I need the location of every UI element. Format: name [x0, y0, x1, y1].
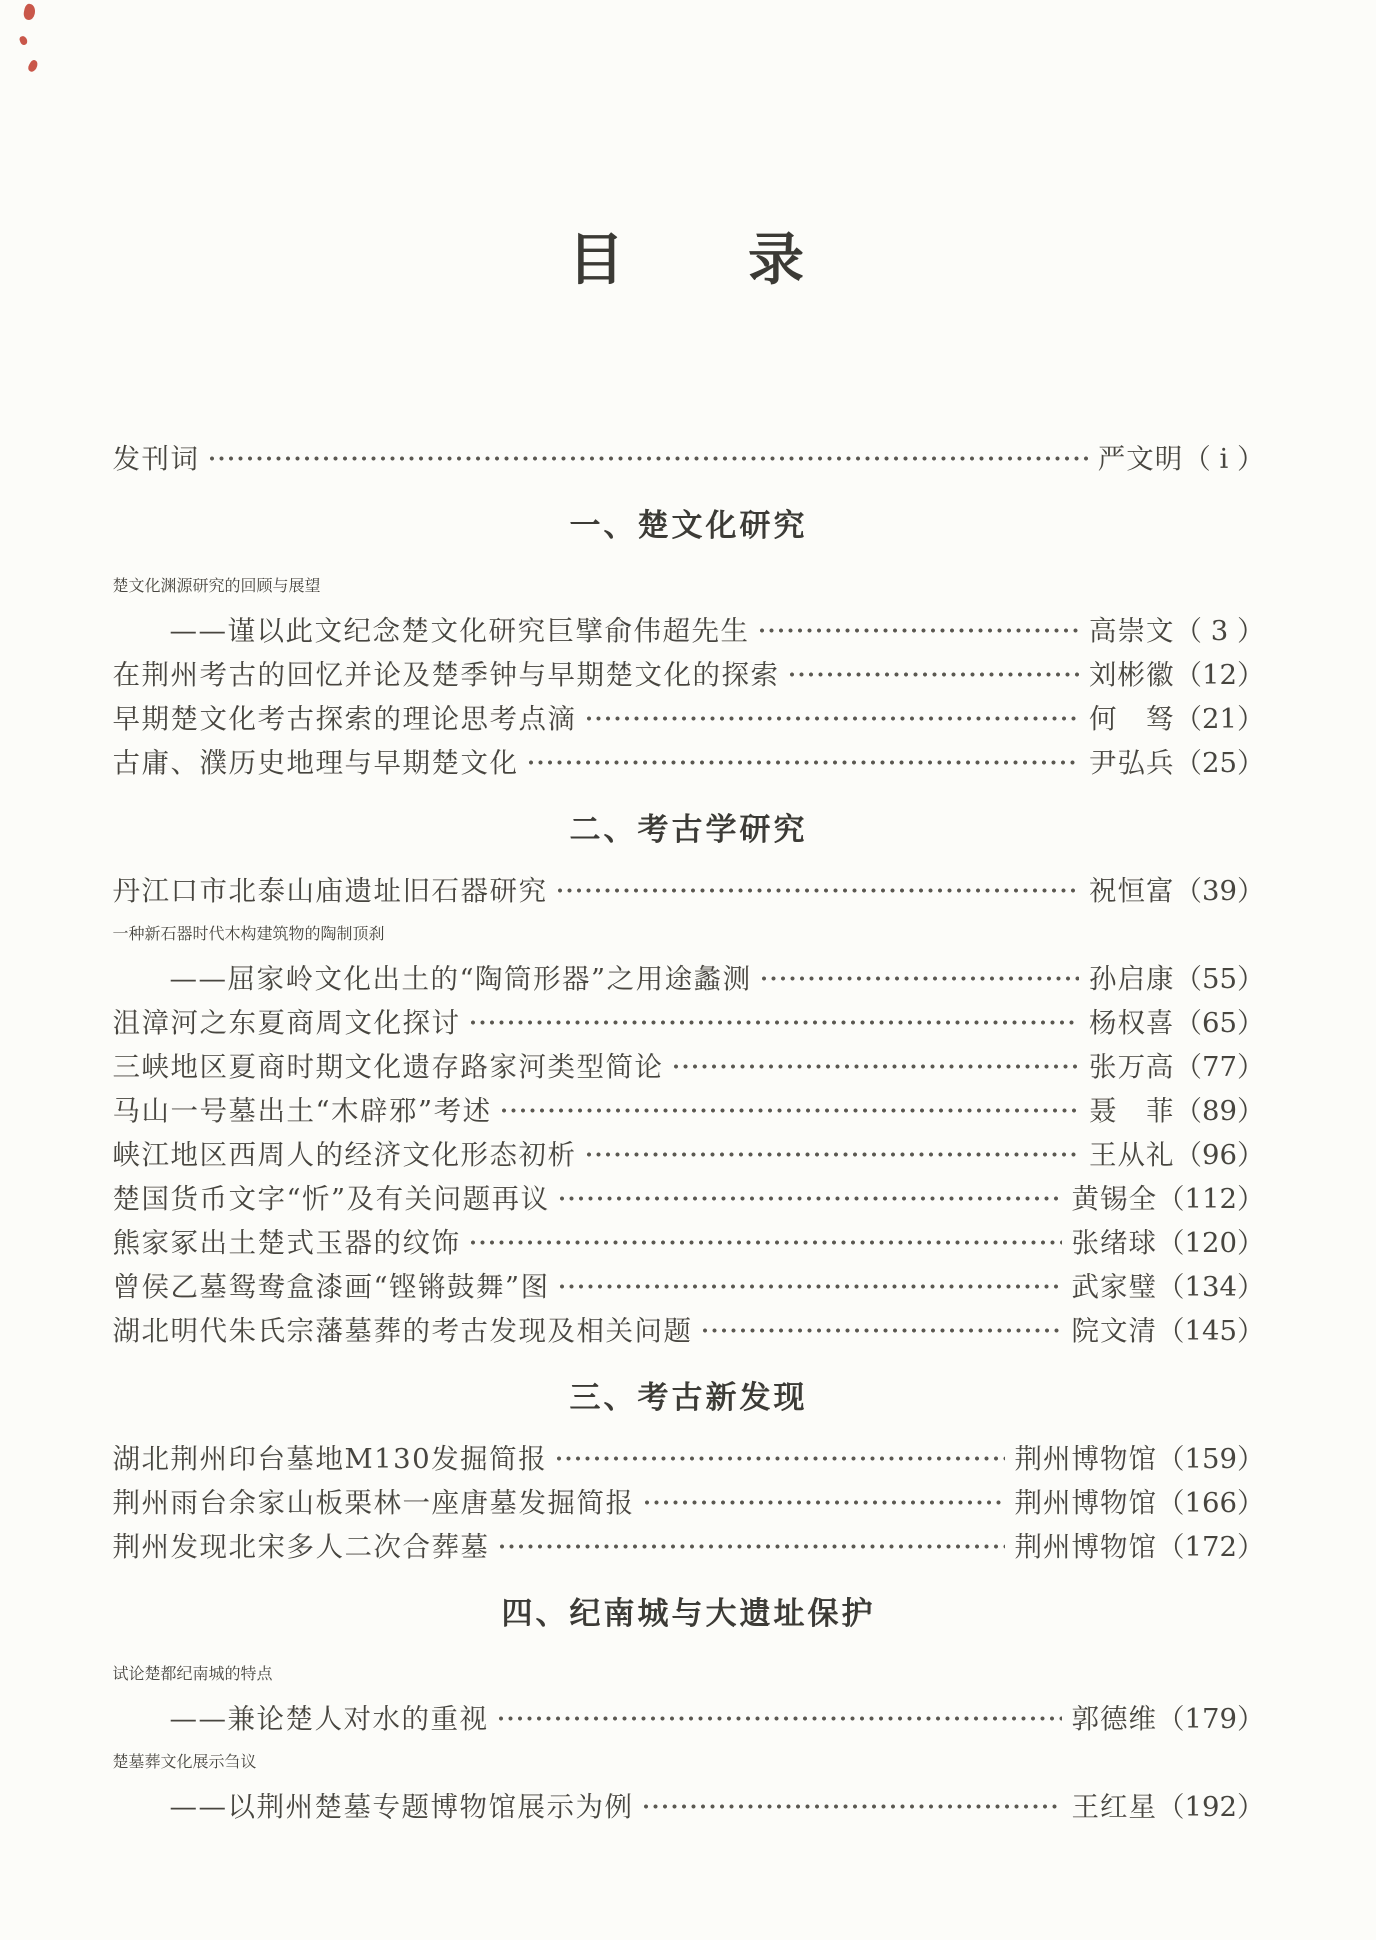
- entry-page: （159）: [1157, 1443, 1265, 1475]
- entry-title: 楚国货币文字“忻”及有关问题再议: [112, 1183, 550, 1215]
- dot-leader: [555, 1454, 1004, 1463]
- entry-page: （21）: [1174, 703, 1265, 735]
- toc-entry: [113, 434, 1265, 478]
- toc-list: [112, 434, 1265, 1826]
- entry-author: 聂 菲: [1089, 1095, 1175, 1127]
- entry-author: 祝恒富: [1089, 875, 1175, 907]
- entry-title: 一种新石器时代木构建筑物的陶制顶刹: [112, 923, 385, 943]
- entry-author: 王从礼: [1089, 1139, 1175, 1171]
- toc-entry-titleline: [113, 910, 1265, 954]
- entry-title: 楚墓葬文化展示刍议: [112, 1751, 257, 1771]
- entry-author: 何 驽: [1089, 703, 1175, 735]
- entry-title: 沮漳河之东夏商周文化探讨: [112, 1007, 461, 1039]
- dot-leader: [500, 1106, 1079, 1115]
- entry-title: 古庸、濮历史地理与早期楚文化: [112, 747, 519, 779]
- section-heading: 三、考古新发现: [569, 1380, 808, 1416]
- dot-leader: [585, 714, 1080, 723]
- entry-subtitle: ——兼论楚人对水的重视: [169, 1703, 489, 1735]
- entry-title: 荆州发现北宋多人二次合葬墓: [112, 1531, 490, 1563]
- toc-entry: [113, 866, 1265, 910]
- entry-title: 熊家冢出土楚式玉器的纹饰: [112, 1227, 461, 1259]
- scan-artifact-red: [27, 59, 40, 73]
- entry-title: 马山一号墓出土“木辟邪”考述: [112, 1095, 492, 1127]
- entry-author: 黄锡全: [1071, 1183, 1157, 1215]
- entry-page: （134）: [1157, 1271, 1265, 1303]
- entry-title: 发刊词: [112, 443, 200, 475]
- entry-page: （172）: [1157, 1531, 1265, 1563]
- entry-author: 高崇文: [1089, 615, 1175, 647]
- dot-leader: [760, 974, 1079, 983]
- toc-entry: [113, 1694, 1265, 1738]
- entry-page: （112）: [1157, 1183, 1265, 1215]
- toc-entry: [113, 650, 1265, 694]
- scan-artifact-red: [19, 35, 29, 46]
- dot-leader: [558, 1194, 1062, 1203]
- entry-page: （192）: [1157, 1791, 1265, 1823]
- entry-subtitle: ——屈家岭文化出土的“陶筒形器”之用途蠡测: [169, 963, 752, 995]
- entry-page: （55）: [1174, 963, 1265, 995]
- toc-entry: [113, 1306, 1265, 1350]
- toc-entry: [113, 1218, 1265, 1262]
- entry-title: 湖北荆州印台墓地M130发掘简报: [112, 1443, 548, 1475]
- section-heading: 四、纪南城与大遗址保护: [501, 1596, 876, 1632]
- section-heading: 一、楚文化研究: [569, 508, 808, 544]
- entry-page: （89）: [1174, 1095, 1265, 1127]
- entry-author: 孙启康: [1089, 963, 1175, 995]
- dot-leader: [758, 626, 1080, 635]
- entry-author: 郭德维: [1071, 1703, 1157, 1735]
- toc-entry-titleline: [113, 562, 1265, 606]
- entry-page: （166）: [1157, 1487, 1265, 1519]
- entry-author: 张万高: [1089, 1051, 1175, 1083]
- dot-leader: [701, 1326, 1062, 1335]
- entry-page: （96）: [1174, 1139, 1265, 1171]
- entry-page: （120）: [1157, 1227, 1265, 1259]
- entry-page: （179）: [1157, 1703, 1265, 1735]
- entry-title: 湖北明代朱氏宗藩墓葬的考古发现及相关问题: [112, 1315, 693, 1347]
- entry-page: （65）: [1174, 1007, 1265, 1039]
- toc-entry-titleline: [113, 1738, 1265, 1782]
- entry-page: （39）: [1174, 875, 1265, 907]
- toc-entry: [113, 1782, 1265, 1826]
- dot-leader: [556, 886, 1080, 895]
- dot-leader: [788, 670, 1080, 679]
- scan-artifact-red: [22, 3, 36, 21]
- entry-page: （12）: [1174, 659, 1265, 691]
- entry-author: 尹弘兵: [1089, 747, 1175, 779]
- dot-leader: [498, 1542, 1005, 1551]
- entry-author: 荆州博物馆: [1014, 1531, 1157, 1563]
- dot-leader: [497, 1714, 1062, 1723]
- entry-title: 荆州雨台余家山板栗林一座唐墓发掘简报: [112, 1487, 635, 1519]
- entry-subtitle: ——以荆州楚墓专题博物馆展示为例: [169, 1791, 634, 1823]
- section-heading: 二、考古学研究: [569, 812, 808, 848]
- entry-author: 王红星: [1071, 1791, 1157, 1823]
- entry-author: 张绪球: [1071, 1227, 1157, 1259]
- entry-title: 丹江口市北泰山庙遗址旧石器研究: [112, 875, 548, 907]
- entry-author: 严文明: [1097, 443, 1184, 475]
- dot-leader: [585, 1150, 1080, 1159]
- entry-title: 曾侯乙墓鸳鸯盒漆画“铿锵鼓舞”图: [112, 1271, 550, 1303]
- toc-entry: [113, 694, 1265, 738]
- entry-page: （25）: [1174, 747, 1265, 779]
- dot-leader: [643, 1498, 1005, 1507]
- dot-leader: [672, 1062, 1080, 1071]
- dot-leader: [558, 1282, 1062, 1291]
- entry-title: 三峡地区夏商时期文化遗存路家河类型简论: [112, 1051, 664, 1083]
- entry-page: （ 3 ）: [1174, 615, 1265, 647]
- toc-entry: [113, 606, 1265, 650]
- dot-leader: [469, 1018, 1080, 1027]
- entry-author: 院文清: [1071, 1315, 1157, 1347]
- entry-title: 在荆州考古的回忆并论及楚季钟与早期楚文化的探索: [112, 659, 780, 691]
- entry-author: 武家璧: [1071, 1271, 1157, 1303]
- toc-entry: [113, 954, 1265, 998]
- toc-entry-titleline: [113, 1650, 1265, 1694]
- page-title: 目 录: [568, 227, 808, 293]
- dot-leader: [469, 1238, 1062, 1247]
- toc-entry: [113, 1174, 1265, 1218]
- entry-title: 早期楚文化考古探索的理论思考点滴: [112, 703, 577, 735]
- toc-entry: [113, 1522, 1265, 1566]
- entry-author: 荆州博物馆: [1014, 1443, 1157, 1475]
- entry-subtitle: ——谨以此文纪念楚文化研究巨擘俞伟超先生: [169, 615, 750, 647]
- toc-entry: [113, 1130, 1265, 1174]
- entry-page: （77）: [1174, 1051, 1265, 1083]
- toc-entry: [113, 1434, 1265, 1478]
- entry-author: 荆州博物馆: [1014, 1487, 1157, 1519]
- entry-page: （ i ）: [1183, 443, 1265, 475]
- toc-entry: [113, 1478, 1265, 1522]
- toc-entry: [113, 1042, 1265, 1086]
- dot-leader: [642, 1802, 1062, 1811]
- dot-leader: [208, 454, 1088, 463]
- entry-title: 楚文化渊源研究的回顾与展望: [112, 575, 321, 595]
- toc-entry: [113, 1086, 1265, 1130]
- toc-entry: [113, 998, 1265, 1042]
- entry-title: 峡江地区西周人的经济文化形态初析: [112, 1139, 577, 1171]
- entry-title: 试论楚都纪南城的特点: [112, 1663, 273, 1683]
- entry-author: 杨权喜: [1089, 1007, 1175, 1039]
- entry-author: 刘彬徽: [1089, 659, 1175, 691]
- toc-entry: [113, 738, 1265, 782]
- dot-leader: [527, 758, 1080, 767]
- toc-entry: [113, 1262, 1265, 1306]
- entry-page: （145）: [1157, 1315, 1265, 1347]
